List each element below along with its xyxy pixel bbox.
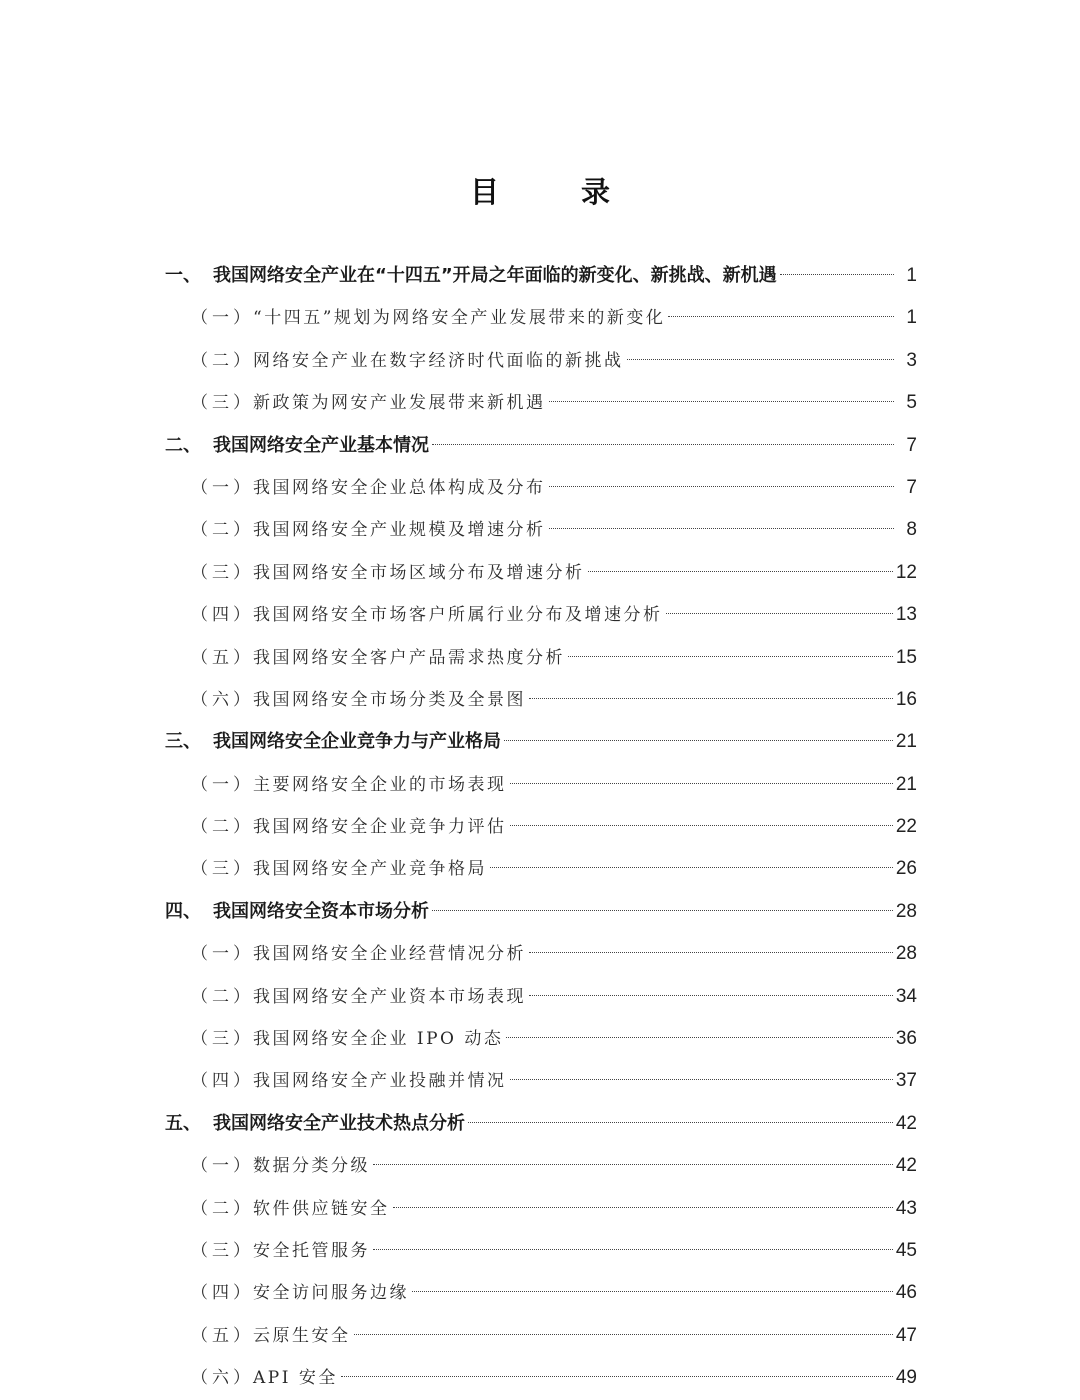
toc-entry-title: 我国网络安全产业在“十四五”开局之年面临的新变化、新挑战、新机遇	[213, 265, 777, 286]
toc-chapter-entry[interactable]	[165, 891, 917, 933]
toc-page-number: 5	[906, 392, 917, 414]
toc-page-number: 8	[906, 519, 917, 541]
toc-section-entry[interactable]	[165, 1315, 917, 1357]
toc-section-entry[interactable]	[165, 1060, 917, 1102]
toc-entry-number: （一）	[191, 774, 254, 795]
toc-dot-leader	[412, 1291, 893, 1292]
toc-entry-title: 我国网络安全产业基本情况	[213, 434, 429, 456]
toc-page-number: 7	[906, 476, 917, 498]
toc-entry-title: 云原生安全	[253, 1325, 351, 1346]
toc-section-entry[interactable]	[165, 297, 917, 339]
toc-entry-title: 安全托管服务	[253, 1240, 370, 1261]
toc-section-entry[interactable]	[165, 340, 917, 382]
toc-page-number: 45	[895, 1239, 917, 1261]
toc-page-number: 16	[895, 688, 917, 710]
toc-page-number: 22	[895, 816, 917, 838]
toc-entry-number: （三）	[191, 859, 254, 880]
toc-section-entry[interactable]	[165, 806, 917, 848]
toc-section-entry[interactable]	[165, 1230, 917, 1272]
toc-dot-leader	[373, 1164, 893, 1165]
toc-entry-number: （二）	[191, 350, 254, 371]
toc-dot-leader	[354, 1334, 893, 1335]
toc-dot-leader	[588, 571, 893, 572]
toc-page-number: 26	[895, 858, 917, 880]
toc-page-number: 42	[895, 1112, 917, 1134]
toc-page-number: 21	[895, 773, 917, 795]
toc-chapter-entry[interactable]	[165, 425, 917, 467]
toc-page-number: 37	[895, 1070, 917, 1092]
toc-page-number: 43	[895, 1197, 917, 1219]
toc-section-entry[interactable]	[165, 1357, 917, 1399]
toc-entry-title: 我国网络安全产业技术热点分析	[213, 1112, 465, 1134]
toc-dot-leader	[529, 995, 893, 996]
toc-entry-number: （二）	[191, 986, 254, 1007]
toc-entry-title: 我国网络安全客户产品需求热度分析	[253, 647, 565, 668]
toc-section-entry[interactable]	[165, 467, 917, 509]
toc-entry-number: （二）	[191, 520, 254, 541]
toc-dot-leader	[393, 1207, 893, 1208]
page-title: 目 录	[469, 175, 647, 209]
toc-entry-title: API 安全	[253, 1368, 338, 1389]
toc-chapter-entry[interactable]	[165, 1103, 917, 1145]
toc-entry-title: 我国网络安全企业 IPO 动态	[253, 1029, 504, 1050]
toc-section-entry[interactable]	[165, 976, 917, 1018]
toc-entry-number: 四、	[165, 900, 201, 922]
toc-entry-number: （三）	[191, 393, 254, 414]
toc-dot-leader	[506, 1037, 892, 1038]
toc-entry-number: 二、	[165, 434, 201, 456]
toc-page-number: 21	[895, 731, 917, 753]
toc-entry-number: （五）	[191, 647, 254, 668]
toc-entry-title: 我国网络安全资本市场分析	[213, 900, 429, 922]
toc-chapter-entry[interactable]	[165, 255, 917, 297]
toc-section-entry[interactable]	[165, 1018, 917, 1060]
toc-entry-number: （三）	[191, 1240, 254, 1261]
toc-entry-title: 我国网络安全企业竞争力与产业格局	[213, 731, 501, 753]
toc-page-number: 46	[895, 1282, 917, 1304]
toc-section-entry[interactable]	[165, 933, 917, 975]
toc-entry-title: 软件供应链安全	[253, 1198, 390, 1219]
toc-page-number: 12	[895, 561, 917, 583]
toc-dot-leader	[549, 528, 895, 529]
toc-section-entry[interactable]	[165, 382, 917, 424]
toc-entry-title: 我国网络安全市场区域分布及增速分析	[253, 562, 585, 583]
toc-entry-title: 网络安全产业在数字经济时代面临的新挑战	[253, 350, 624, 371]
toc-section-entry[interactable]	[165, 637, 917, 679]
toc-dot-leader	[780, 274, 894, 275]
toc-entry-title: 主要网络安全企业的市场表现	[253, 774, 507, 795]
toc-page-number: 42	[895, 1155, 917, 1177]
toc-entry-title: 我国网络安全产业投融并情况	[253, 1071, 507, 1092]
toc-page-number: 15	[895, 646, 917, 668]
toc-entry-number: （六）	[191, 1368, 254, 1389]
toc-entry-number: 五、	[165, 1112, 201, 1134]
toc-entry-number: 一、	[165, 265, 201, 286]
toc-entry-number: （三）	[191, 562, 254, 583]
toc-page-number: 7	[906, 434, 917, 456]
toc-entry-title: 我国网络安全产业竞争格局	[253, 859, 487, 880]
toc-entry-number: （一）	[191, 944, 254, 965]
toc-dot-leader	[668, 316, 894, 317]
toc-section-entry[interactable]	[165, 764, 917, 806]
toc-entry-title: 我国网络安全产业资本市场表现	[253, 986, 526, 1007]
toc-entry-number: （四）	[191, 1283, 254, 1304]
toc-entry-number: （二）	[191, 1198, 254, 1219]
toc-entry-number: （四）	[191, 605, 254, 626]
toc-dot-leader	[627, 359, 895, 360]
toc-section-entry[interactable]	[165, 848, 917, 890]
toc-entry-title: 数据分类分级	[253, 1156, 370, 1177]
toc-page-number: 13	[895, 604, 917, 626]
toc-page-number: 3	[906, 349, 917, 371]
toc-dot-leader	[529, 952, 893, 953]
toc-entry-title: 安全访问服务边缘	[253, 1283, 409, 1304]
toc-page-number: 47	[895, 1324, 917, 1346]
toc-dot-leader	[568, 656, 893, 657]
toc-page-number: 28	[895, 900, 917, 922]
toc-page-number: 28	[895, 943, 917, 965]
table-of-contents	[165, 255, 917, 1400]
toc-entry-number: 三、	[165, 731, 201, 753]
toc-section-entry[interactable]	[165, 679, 917, 721]
toc-chapter-entry[interactable]	[165, 721, 917, 763]
toc-dot-leader	[529, 698, 893, 699]
toc-dot-leader	[510, 825, 893, 826]
toc-entry-number: （四）	[191, 1071, 254, 1092]
toc-entry-title: 我国网络安全企业竞争力评估	[253, 817, 507, 838]
toc-dot-leader	[373, 1249, 893, 1250]
toc-dot-leader	[510, 783, 893, 784]
toc-page-number: 49	[895, 1367, 917, 1389]
toc-entry-title: 我国网络安全市场客户所属行业分布及增速分析	[253, 605, 663, 626]
toc-entry-title: “十四五”规划为网络安全产业发展带来的新变化	[253, 308, 666, 329]
toc-dot-leader	[549, 401, 895, 402]
toc-entry-number: （六）	[191, 689, 254, 710]
toc-section-entry[interactable]	[165, 552, 917, 594]
toc-page-number: 1	[906, 265, 917, 286]
toc-entry-title: 我国网络安全企业经营情况分析	[253, 944, 526, 965]
toc-dot-leader	[490, 867, 893, 868]
toc-section-entry[interactable]	[165, 509, 917, 551]
toc-section-entry[interactable]	[165, 1145, 917, 1187]
toc-dot-leader	[504, 740, 893, 741]
toc-entry-number: （二）	[191, 817, 254, 838]
toc-dot-leader	[341, 1376, 893, 1377]
toc-entry-number: （五）	[191, 1325, 254, 1346]
toc-dot-leader	[468, 1122, 893, 1123]
toc-page-number: 34	[895, 985, 917, 1007]
toc-entry-title: 我国网络安全企业总体构成及分布	[253, 477, 546, 498]
toc-entry-number: （一）	[191, 1156, 254, 1177]
toc-section-entry[interactable]	[165, 1272, 917, 1314]
toc-section-entry[interactable]	[165, 1188, 917, 1230]
toc-section-entry[interactable]	[165, 594, 917, 636]
toc-entry-number: （三）	[191, 1029, 254, 1050]
toc-entry-title: 新政策为网安产业发展带来新机遇	[253, 393, 546, 414]
toc-entry-number: （一）	[191, 477, 254, 498]
toc-dot-leader	[432, 444, 894, 445]
toc-entry-title: 我国网络安全产业规模及增速分析	[253, 520, 546, 541]
toc-page-number: 36	[895, 1028, 917, 1050]
toc-dot-leader	[666, 613, 893, 614]
toc-dot-leader	[432, 910, 893, 911]
toc-entry-title: 我国网络安全市场分类及全景图	[253, 689, 526, 710]
toc-page-number: 1	[906, 307, 917, 329]
toc-dot-leader	[510, 1079, 893, 1080]
toc-entry-number: （一）	[191, 308, 254, 329]
toc-dot-leader	[549, 486, 895, 487]
